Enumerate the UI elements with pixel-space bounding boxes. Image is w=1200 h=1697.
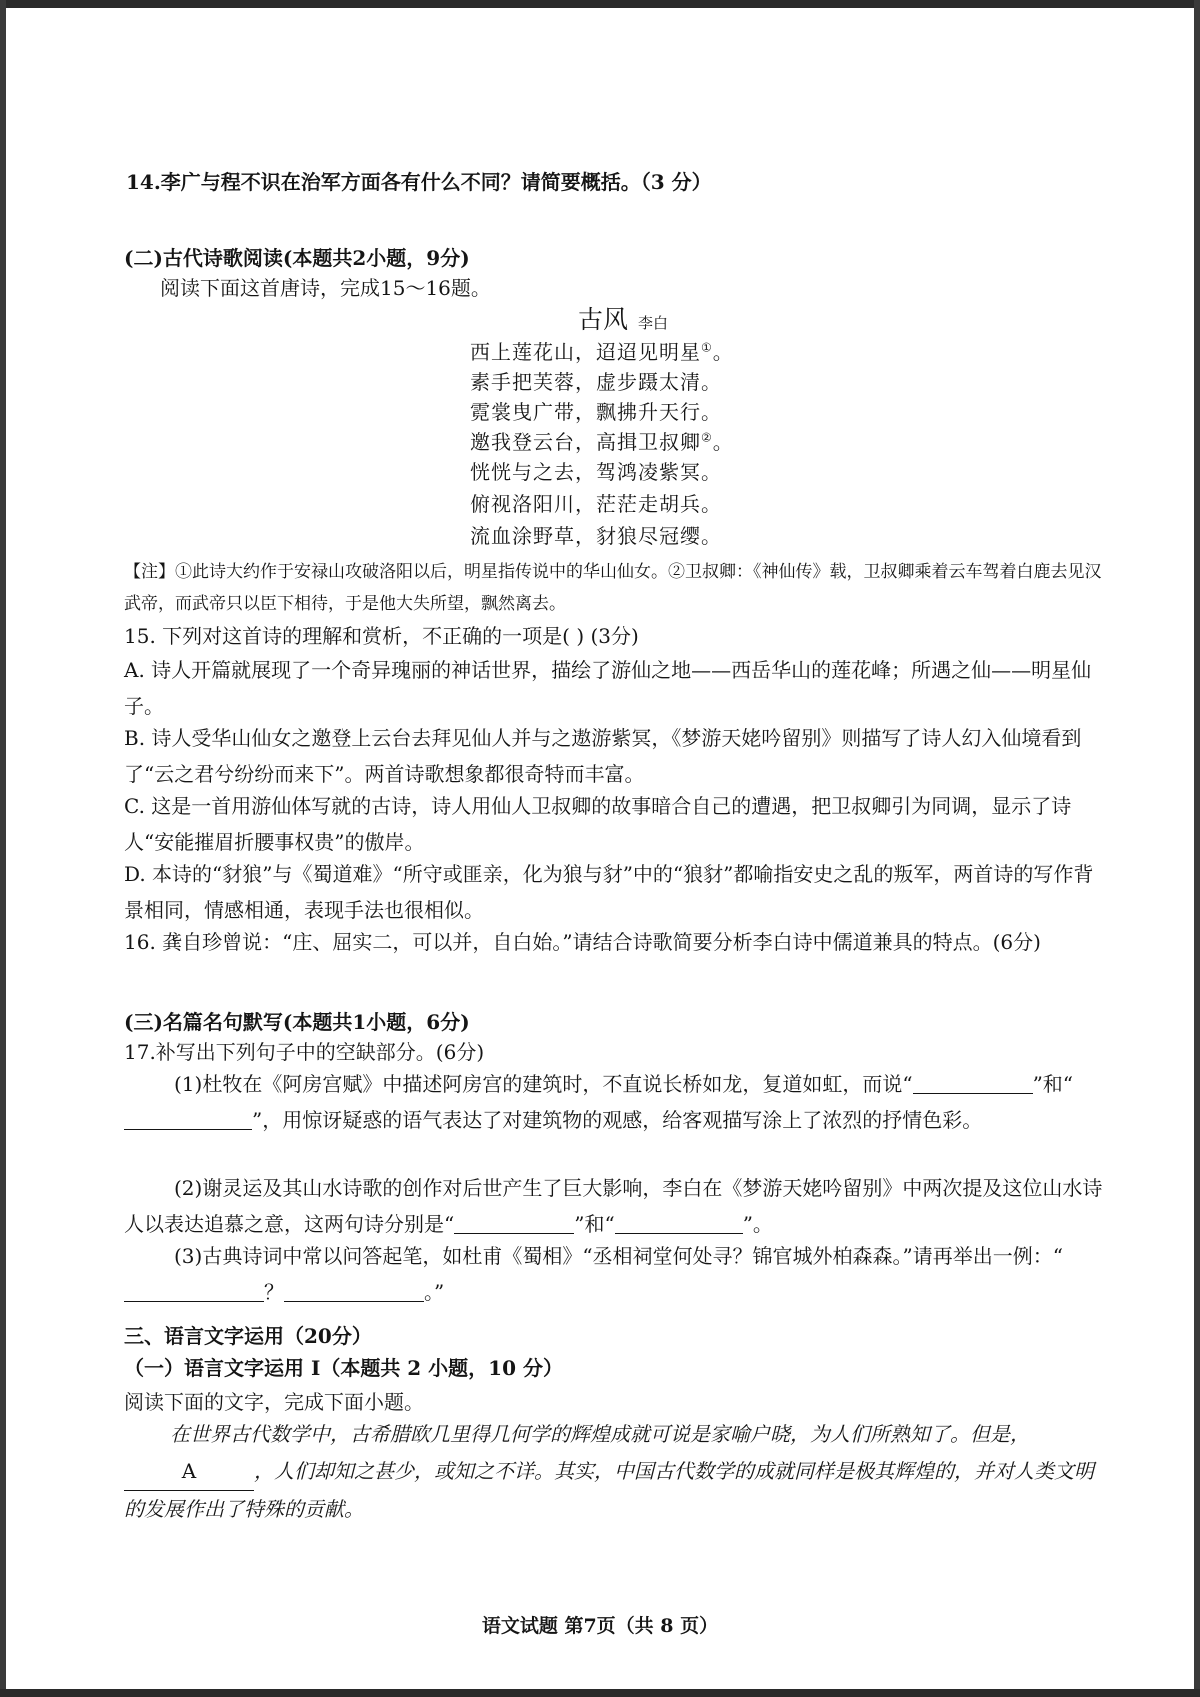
question-17-part-3 bbox=[124, 1238, 1112, 1310]
reading-passage bbox=[124, 1416, 1112, 1528]
answer-blank[interactable] bbox=[615, 1211, 743, 1234]
section-2-intro: 阅读下面这首唐诗，完成15～16题。 bbox=[160, 276, 491, 300]
passage-text-a: 在世界古代数学中，古希腊欧几里得几何学的辉煌成就可说是家喻户晓，为人们所熟知了。但是， bbox=[170, 1422, 1030, 1446]
part-2-text-a: (2)谢灵运及其山水诗歌的创作对后世产生了巨大影响，李白在《梦游天姥吟留别》中两次提及这位山水诗人以表达追慕之意，这两句诗分别是“ bbox=[124, 1176, 1103, 1236]
question-17-part-1 bbox=[124, 1066, 1112, 1138]
poem-author: 李白 bbox=[638, 314, 669, 332]
answer-blank[interactable] bbox=[124, 1279, 264, 1302]
part-3-subheading: （一）语言文字运用 I（本题共 2 小题，10 分） bbox=[124, 1356, 563, 1380]
blank-a[interactable]: A bbox=[124, 1453, 254, 1491]
note-mark-1: ① bbox=[701, 340, 713, 355]
poem-line: 素手把芙蓉，虚步蹑太清。 bbox=[470, 370, 722, 394]
answer-blank[interactable] bbox=[284, 1279, 424, 1302]
passage-text-b: ，人们却知之甚少，或知之不详。其实，中国古代数学的成就同样是极其辉煌的，并对人类文明的发展作出了特殊的贡献。 bbox=[124, 1459, 1094, 1521]
question-17-part-2 bbox=[124, 1170, 1112, 1242]
note-mark-2: ② bbox=[701, 430, 713, 445]
poem-line: 霓裳曳广带，飘拂升天行。 bbox=[470, 400, 722, 424]
question-16: 16. 龚自珍曾说：“庄、屈实二，可以并，自白始。”请结合诗歌简要分析李白诗中儒道兼具的特点。(6分) bbox=[124, 930, 1041, 954]
poem-line-end: 。 bbox=[712, 340, 734, 364]
part-3-intro: 阅读下面的文字，完成下面小题。 bbox=[124, 1390, 424, 1414]
poem-line-text: 邀我登云台，高揖卫叔卿 bbox=[470, 430, 701, 454]
poem-line bbox=[470, 430, 734, 454]
part-1-text-c: ”，用惊讶疑惑的语气表达了对建筑物的观感，给客观描写涂上了浓烈的抒情色彩。 bbox=[252, 1108, 983, 1132]
poem-line-end: 。 bbox=[712, 430, 734, 454]
poem-line-text: 西上莲花山，迢迢见明星 bbox=[470, 340, 701, 364]
question-15-option-d: D. 本诗的“豺狼”与《蜀道难》“所守或匪亲，化为狼与豺”中的“狼豺”都喻指安史之乱的叛军，两首诗的写作背景相同，情感相通，表现手法也很相似。 bbox=[124, 862, 1094, 922]
section-3-heading: (三)名篇名句默写(本题共1小题，6分) bbox=[124, 1010, 470, 1034]
part-2-text-c: ”。 bbox=[742, 1212, 773, 1236]
poem-note: 【注】①此诗大约作于安禄山攻破洛阳以后，明星指传说中的华山仙女。②卫叔卿：《神仙传》载，卫叔卿乘着云车驾着白鹿去见汉武帝，而武帝只以臣下相待，于是他大失所望，飘然离去。 bbox=[124, 562, 1102, 614]
part-3-text-c: 。” bbox=[424, 1280, 445, 1304]
scan-border-right bbox=[1194, 0, 1200, 1697]
part-3-heading: 三、语言文字运用（20分） bbox=[124, 1324, 372, 1348]
answer-blank[interactable] bbox=[913, 1071, 1033, 1094]
scan-border-bottom bbox=[0, 1689, 1200, 1697]
poem-line: 俯视洛阳川，茫茫走胡兵。 bbox=[470, 492, 722, 516]
page-footer: 语文试题 第7页（共 8 页） bbox=[481, 1615, 719, 1637]
poem-line: 流血涂野草，豺狼尽冠缨。 bbox=[470, 524, 722, 548]
part-3-text-b: ？ bbox=[264, 1280, 284, 1304]
part-3-text-a: (3)古典诗词中常以问答起笔，如杜甫《蜀相》“丞相祠堂何处寻？锦官城外柏森森。”请再举出一例：“ bbox=[174, 1244, 1064, 1268]
section-2-heading: (二)古代诗歌阅读(本题共2小题，9分) bbox=[124, 246, 470, 270]
poem-line: 恍恍与之去，驾鸿凌紫冥。 bbox=[470, 460, 722, 484]
answer-blank[interactable] bbox=[124, 1107, 252, 1130]
part-2-text-b: ”和“ bbox=[574, 1212, 615, 1236]
question-15-option-b: B. 诗人受华山仙女之邀登上云台去拜见仙人并与之遨游紫冥，《梦游天姥吟留别》则描写了诗人幻入仙境看到了“云之君兮纷纷而来下”。两首诗歌想象都很奇特而丰富。 bbox=[124, 726, 1082, 786]
part-1-text-b: ”和“ bbox=[1032, 1072, 1074, 1096]
answer-blank[interactable] bbox=[454, 1211, 574, 1234]
question-15-option-c: C. 这是一首用游仙体写就的古诗，诗人用仙人卫叔卿的故事暗合自己的遭遇，把卫叔卿引为同调，显示了诗人“安能摧眉折腰事权贵”的傲岸。 bbox=[124, 794, 1072, 854]
question-17-stem: 17.补写出下列句子中的空缺部分。(6分) bbox=[124, 1040, 485, 1064]
part-1-text-a: (1)杜牧在《阿房宫赋》中描述阿房宫的建筑时，不直说长桥如龙，复道如虹，而说“ bbox=[174, 1072, 913, 1096]
question-15-stem: 15. 下列对这首诗的理解和赏析，不正确的一项是( ) (3分) bbox=[124, 624, 639, 648]
poem-title: 古风 bbox=[578, 305, 629, 334]
poem-title-line bbox=[578, 305, 668, 335]
poem-line bbox=[470, 340, 734, 364]
question-14: 14.李广与程不识在治军方面各有什么不同？请简要概括。（3 分） bbox=[126, 170, 712, 194]
question-15-option-a: A. 诗人开篇就展现了一个奇异瑰丽的神话世界，描绘了游仙之地——西岳华山的莲花峰；所遇之仙——明星仙子。 bbox=[124, 658, 1092, 718]
scan-border-left bbox=[0, 0, 6, 1697]
scan-border-top bbox=[0, 0, 1200, 8]
